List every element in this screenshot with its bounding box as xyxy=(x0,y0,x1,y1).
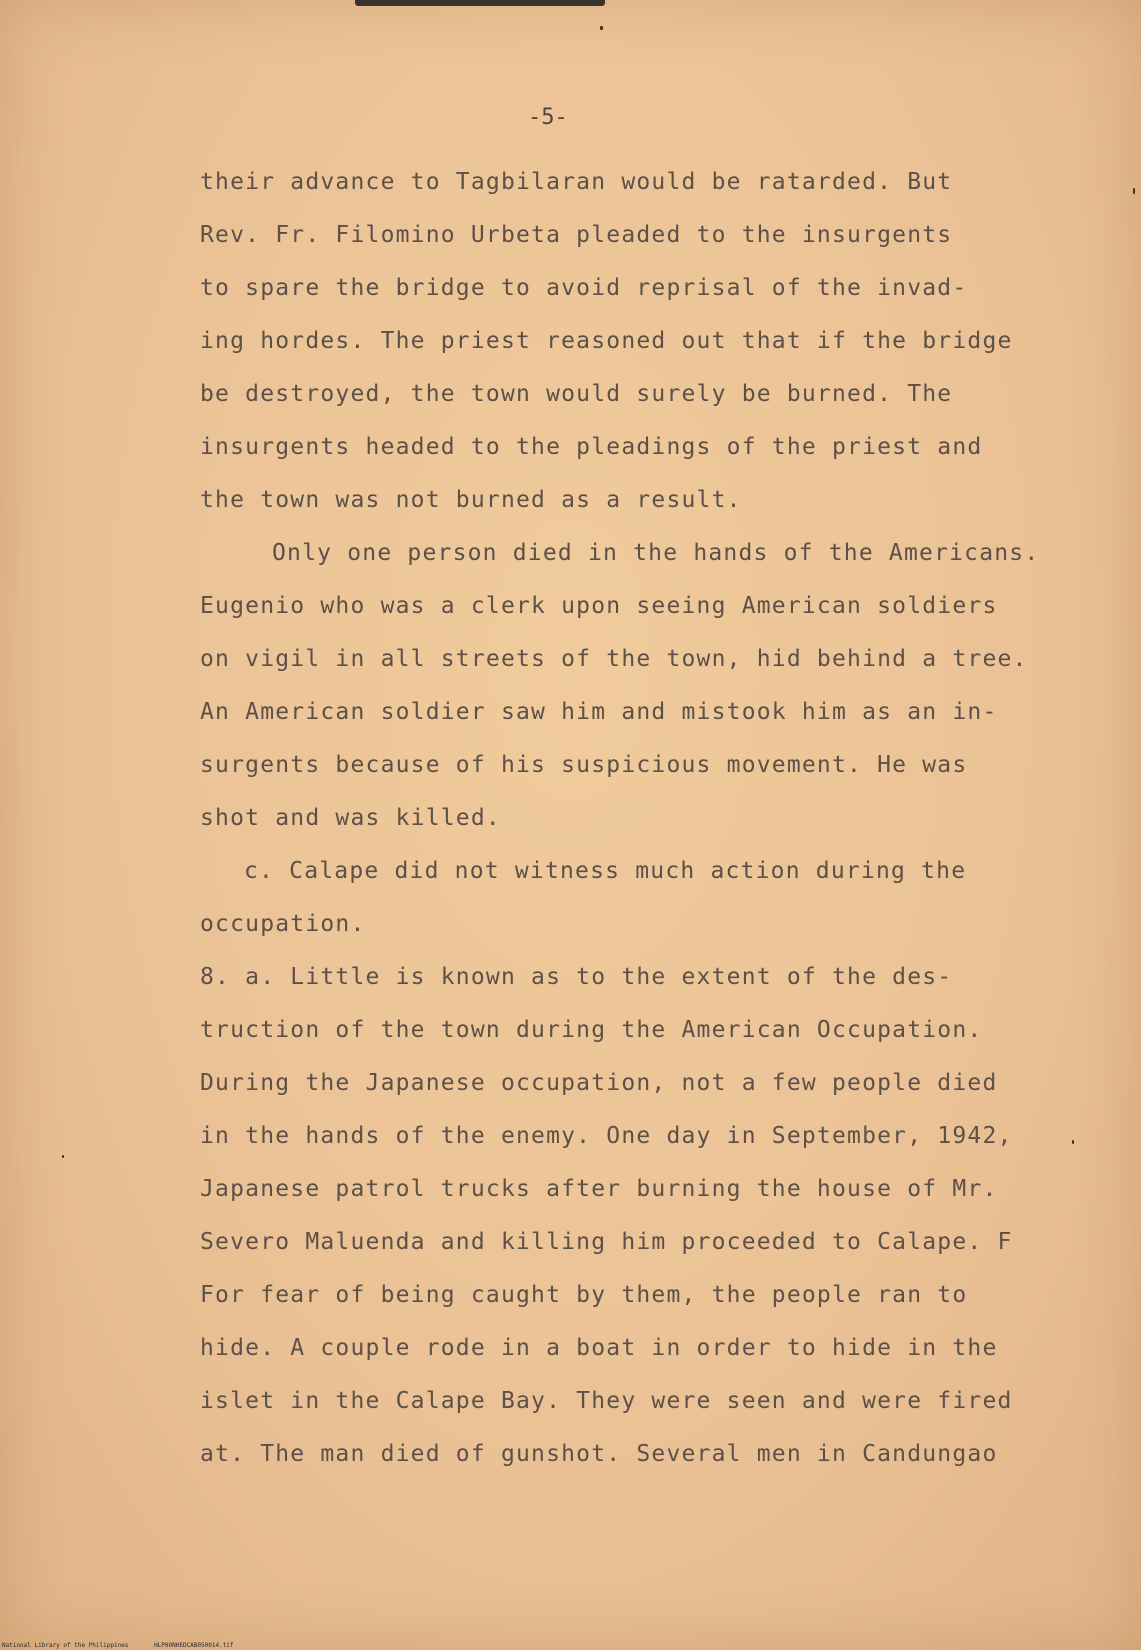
text-line: hide. A couple rode in a boat in order to hide in the xyxy=(200,1335,998,1361)
text-line: For fear of being caught by them, the people ran to xyxy=(200,1282,968,1308)
text-line: to spare the bridge to avoid reprisal of the invad- xyxy=(200,275,968,301)
text-line: Japanese patrol trucks after burning the house of Mr. xyxy=(200,1176,998,1202)
text-line: occupation. xyxy=(200,911,366,937)
ink-speck xyxy=(62,1155,64,1158)
text-line: be destroyed, the town would surely be burned. The xyxy=(200,381,953,407)
text-line: An American soldier saw him and mistook him as an in- xyxy=(200,699,998,725)
text-line: shot and was killed. xyxy=(200,805,501,831)
text-line: Severo Maluenda and killing him proceeded to Calape. F xyxy=(200,1229,1013,1255)
text-line: During the Japanese occupation, not a few people died xyxy=(200,1070,998,1096)
text-line: insurgents headed to the pleadings of the priest and xyxy=(200,434,983,460)
text-line: the town was not burned as a result. xyxy=(200,487,742,513)
typed-text-body xyxy=(200,162,1100,1487)
text-line: at. The man died of gunshot. Several men in Candungao xyxy=(200,1441,998,1467)
text-line: truction of the town during the American Occupation. xyxy=(200,1017,983,1043)
text-line: surgents because of his suspicious movement. He was xyxy=(200,752,968,778)
text-line: ing hordes. The priest reasoned out that if the bridge xyxy=(200,328,1013,354)
page-number: -5- xyxy=(528,105,568,130)
footer-library-name: National Library of the Philippines xyxy=(2,1642,129,1649)
text-line: 8. a. Little is known as to the extent of the des- xyxy=(200,964,953,990)
text-line: on vigil in all streets of the town, hid behind a tree. xyxy=(200,646,1028,672)
text-line: Rev. Fr. Filomino Urbeta pleaded to the insurgents xyxy=(200,222,953,248)
ink-speck xyxy=(1133,188,1135,194)
scan-footer xyxy=(2,1642,256,1649)
text-line: their advance to Tagbilaran would be ratarded. But xyxy=(200,169,953,195)
footer-file-name: HLP00NHEDCAB050014.tif xyxy=(154,1642,234,1649)
text-line: islet in the Calape Bay. They were seen and were fired xyxy=(200,1388,1013,1414)
ink-speck xyxy=(600,26,603,30)
text-line: c. Calape did not witness much action during the xyxy=(244,858,967,884)
binding-strip xyxy=(355,0,605,6)
text-line: in the hands of the enemy. One day in September, 1942, xyxy=(200,1123,1013,1149)
text-line: Eugenio who was a clerk upon seeing American soldiers xyxy=(200,593,998,619)
text-line: Only one person died in the hands of the Americans. xyxy=(272,540,1040,566)
